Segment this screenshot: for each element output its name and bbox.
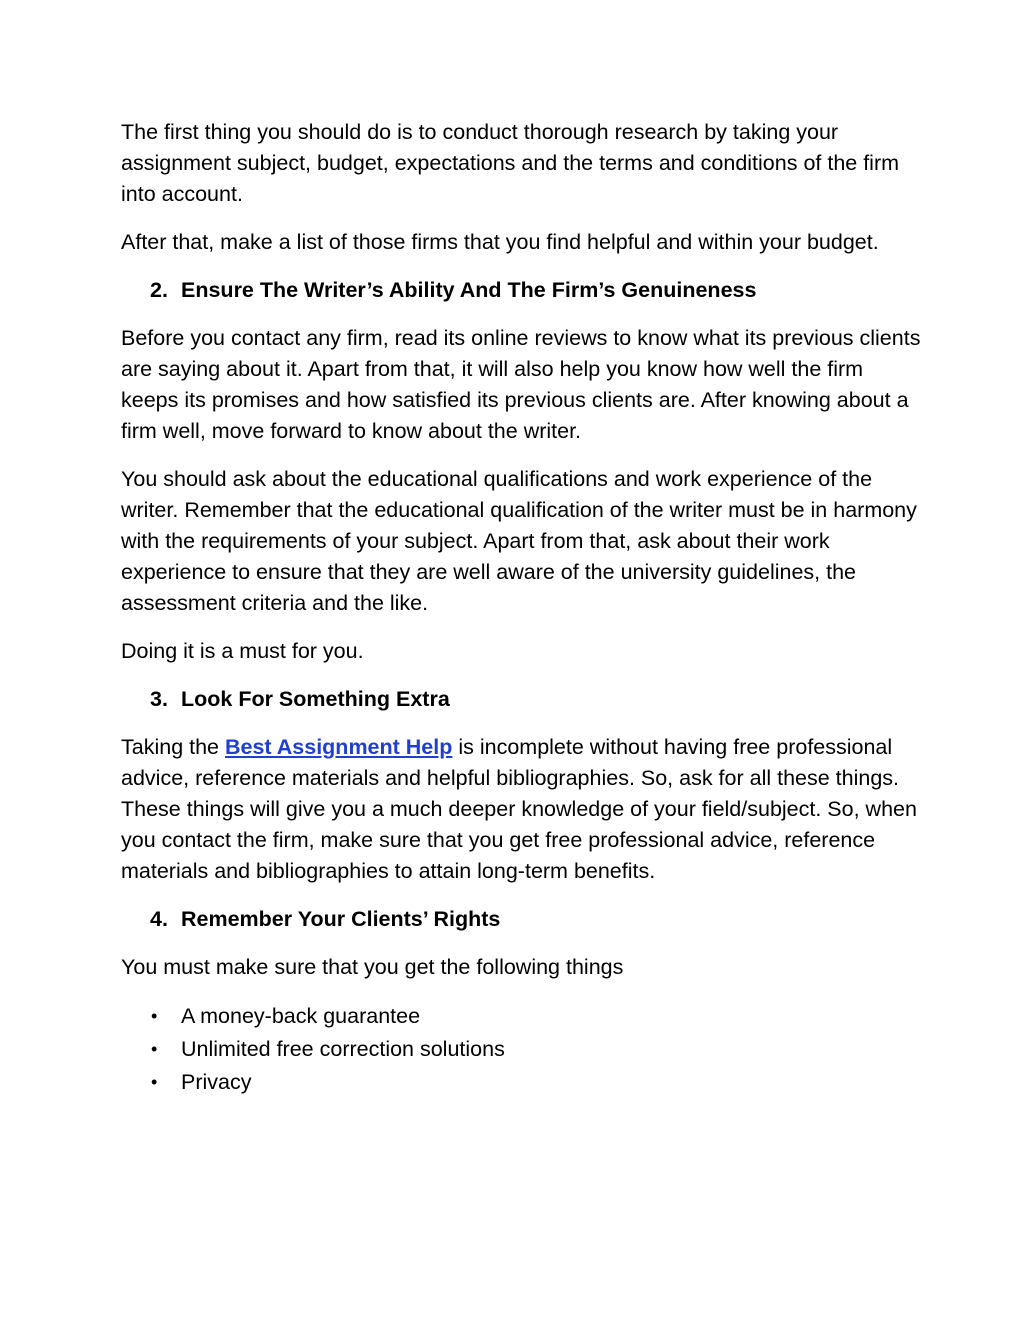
paragraph-extra <box>121 732 921 887</box>
heading-text: Look For Something Extra <box>181 687 450 711</box>
list-item-text: Privacy <box>181 1070 252 1094</box>
paragraph-qualifications: You should ask about the educational qualifications and work experience of the writer. Remember that the educational qualification of the writer must be in harmony with the requirements of your subject. Apart from that, ask about their work experience to ensure that they are well aware of the university guidelines, the assessment criteria and the like. <box>121 467 917 615</box>
heading-number: 4. <box>150 907 168 931</box>
heading-clients-rights <box>150 904 921 935</box>
heading-writers-ability <box>150 275 921 306</box>
heading-something-extra <box>150 684 921 715</box>
paragraph-research: The first thing you should do is to conduct thorough research by taking your assignment subject, budget, expectations and the terms and conditions of the firm into account. <box>121 120 900 206</box>
best-assignment-help-link[interactable]: Best Assignment Help <box>224 735 453 759</box>
paragraph-must: Doing it is a must for you. <box>121 639 364 663</box>
list-item-text: A money-back guarantee <box>181 1004 421 1028</box>
bullet-icon: • <box>151 1006 158 1026</box>
rights-list <box>121 1000 921 1099</box>
document-page <box>121 117 921 1099</box>
list-item <box>121 1033 921 1066</box>
heading-number: 2. <box>150 278 168 302</box>
heading-number: 3. <box>150 687 168 711</box>
bullet-icon: • <box>151 1072 158 1092</box>
heading-text: Ensure The Writer’s Ability And The Firm’s Genuineness <box>181 278 757 302</box>
bullet-icon: • <box>151 1039 158 1059</box>
text-span: Taking the <box>121 735 225 759</box>
list-item <box>121 1066 921 1099</box>
list-item-text: Unlimited free correction solutions <box>181 1037 505 1061</box>
paragraph-online-reviews: Before you contact any firm, read its online reviews to know what its previous clients are saying about it. Apart from that, it will also help you know how well the firm keeps its promises and how satisfied its previous clients are. After knowing about a firm well, move forward to know about the writer. <box>121 326 921 443</box>
paragraph-following-things: You must make sure that you get the following things <box>121 955 624 979</box>
heading-text: Remember Your Clients’ Rights <box>181 907 501 931</box>
paragraph-list-firms: After that, make a list of those firms that you find helpful and within your budget. <box>121 230 879 254</box>
list-item <box>121 1000 921 1033</box>
text-span: is incomplete without having free professional advice, reference materials and helpful bibliographies. So, ask for all these things. These things will give you a much deeper knowledge of your field/subject. So, when you contact the firm, make sure that you get free professional advice, reference materials and bibliographies to attain long-term benefits. <box>121 735 917 883</box>
